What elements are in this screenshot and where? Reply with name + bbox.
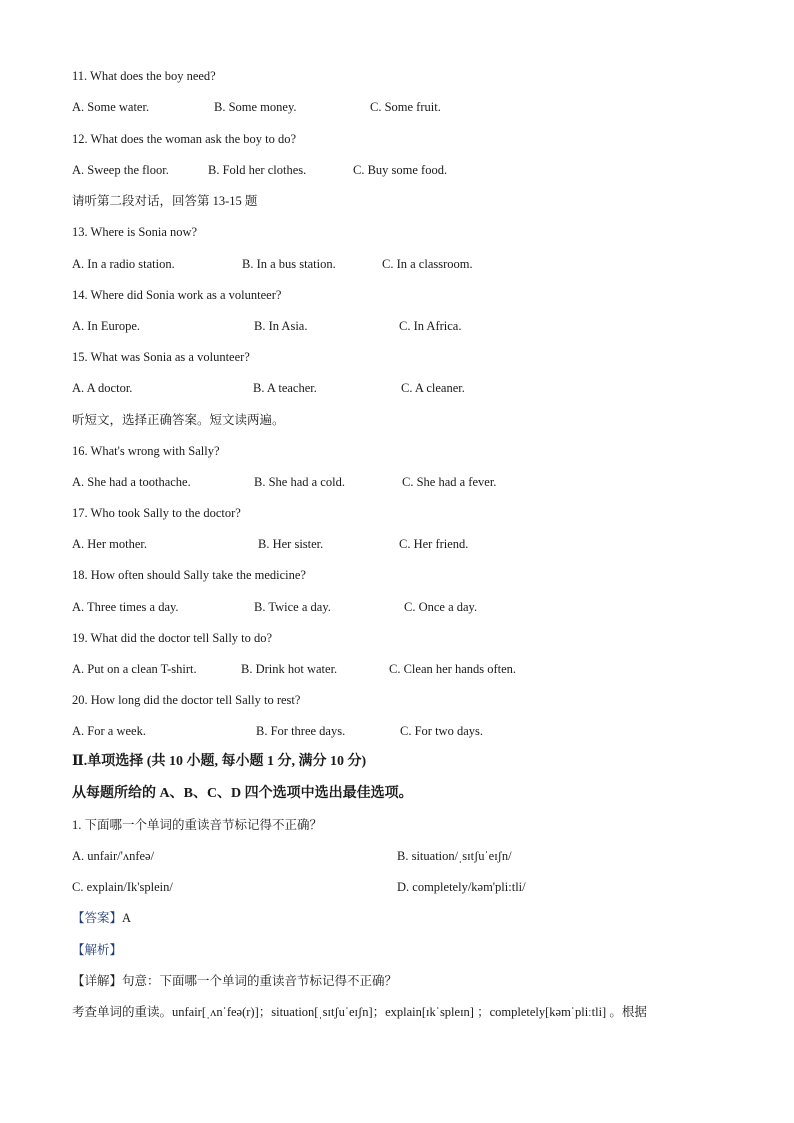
- option-b: B. A teacher.: [253, 381, 317, 395]
- option-d: D. completely/kəm'pli:tli/: [397, 880, 526, 894]
- option-a: A. In a radio station.: [72, 257, 175, 271]
- option-c: C. In a classroom.: [382, 257, 473, 271]
- answer-value: A: [122, 911, 132, 925]
- question-13: [72, 224, 197, 240]
- option-a: A. Three times a day.: [72, 600, 179, 614]
- question-18: [72, 567, 306, 583]
- question-11: [72, 68, 216, 84]
- option-b: B. Twice a day.: [254, 600, 331, 614]
- option-b: B. She had a cold.: [254, 475, 345, 489]
- question-text: 18. How often should Sally take the medicine?: [72, 568, 306, 582]
- answer-tag: 【答案】: [72, 911, 123, 925]
- question-20: [72, 692, 300, 708]
- question-19: [72, 630, 272, 646]
- option-a: A. Her mother.: [72, 537, 147, 551]
- instruction-16-20: 听短文，选择正确答案。短文读两遍。: [72, 413, 285, 427]
- option-c: C. A cleaner.: [401, 381, 465, 395]
- question-text: 15. What was Sonia as a volunteer?: [72, 350, 250, 364]
- option-a: A. unfair/'ʌnfeə/: [72, 849, 155, 863]
- option-c: C. In Africa.: [399, 319, 462, 333]
- section-instruction: 从每题所给的 A、B、C、D 四个选项中选出最佳选项。: [72, 786, 413, 801]
- question-text: 16. What's wrong with Sally?: [72, 444, 220, 458]
- question-text: 13. Where is Sonia now?: [72, 225, 198, 239]
- analysis-line: [72, 942, 122, 958]
- option-a: A. Put on a clean T-shirt.: [72, 662, 197, 676]
- option-b: B. For three days.: [256, 724, 346, 738]
- option-a: A. For a week.: [72, 724, 146, 738]
- question-12: [72, 131, 296, 147]
- option-c: C. Clean her hands often.: [389, 662, 517, 676]
- question-text: 17. Who took Sally to the doctor?: [72, 506, 241, 520]
- option-b: B. situation/ˌsɪtʃuˈeɪʃn/: [397, 849, 512, 863]
- question-15: [72, 349, 250, 365]
- option-c: C. For two days.: [400, 724, 483, 738]
- single-choice-question-1: 1. 下面哪一个单词的重读音节标记得不正确？: [72, 818, 323, 832]
- question-text: 14. Where did Sonia work as a volunteer?: [72, 288, 282, 302]
- detail-tag: 【详解】: [72, 974, 123, 988]
- question-16: [72, 443, 220, 459]
- option-b: B. Some money.: [214, 100, 297, 114]
- option-c: C. Her friend.: [399, 537, 469, 551]
- option-c: C. Once a day.: [404, 600, 478, 614]
- option-b: B. Drink hot water.: [241, 662, 338, 676]
- question-text: 11. What does the boy need?: [72, 69, 216, 83]
- option-c: C. Some fruit.: [370, 100, 441, 114]
- question-17: [72, 505, 241, 521]
- question-text: 20. How long did the doctor tell Sally to rest?: [72, 693, 301, 707]
- analysis-tag: 【解析】: [72, 943, 123, 957]
- detail-text: 句意：下面哪一个单词的重读音节标记得不正确？: [122, 974, 398, 988]
- option-a: A. Sweep the floor.: [72, 163, 169, 177]
- section-heading: Ⅱ.单项选择 (共 10 小题, 每小题 1 分, 满分 10 分): [72, 754, 367, 769]
- option-c: C. Buy some food.: [353, 163, 448, 177]
- option-a: A. She had a toothache.: [72, 475, 191, 489]
- option-a: A. A doctor.: [72, 381, 133, 395]
- option-b: B. In a bus station.: [242, 257, 336, 271]
- instruction-13-15: 请听第二段对话，回答第 13-15 题: [72, 194, 258, 208]
- question-text: 19. What did the doctor tell Sally to do?: [72, 631, 273, 645]
- answer-line: [72, 910, 131, 926]
- option-c: C. explain/Ik'splein/: [72, 880, 173, 894]
- option-b: B. Her sister.: [258, 537, 324, 551]
- option-a: A. Some water.: [72, 100, 150, 114]
- question-14: [72, 287, 281, 303]
- question-text: 12. What does the woman ask the boy to do?: [72, 132, 297, 146]
- option-b: B. In Asia.: [254, 319, 308, 333]
- option-c: C. She had a fever.: [402, 475, 497, 489]
- option-a: A. In Europe.: [72, 319, 141, 333]
- detail-line: [72, 973, 397, 989]
- analysis-text: 考查单词的重读。unfair[ˌʌnˈfeə(r)]；situation[ˌsɪtʃuˈeɪʃn]；explain[ɪkˈspleɪn] ；completely[kəmˈpliːtli] 。根据: [72, 1005, 647, 1019]
- option-b: B. Fold her clothes.: [208, 163, 307, 177]
